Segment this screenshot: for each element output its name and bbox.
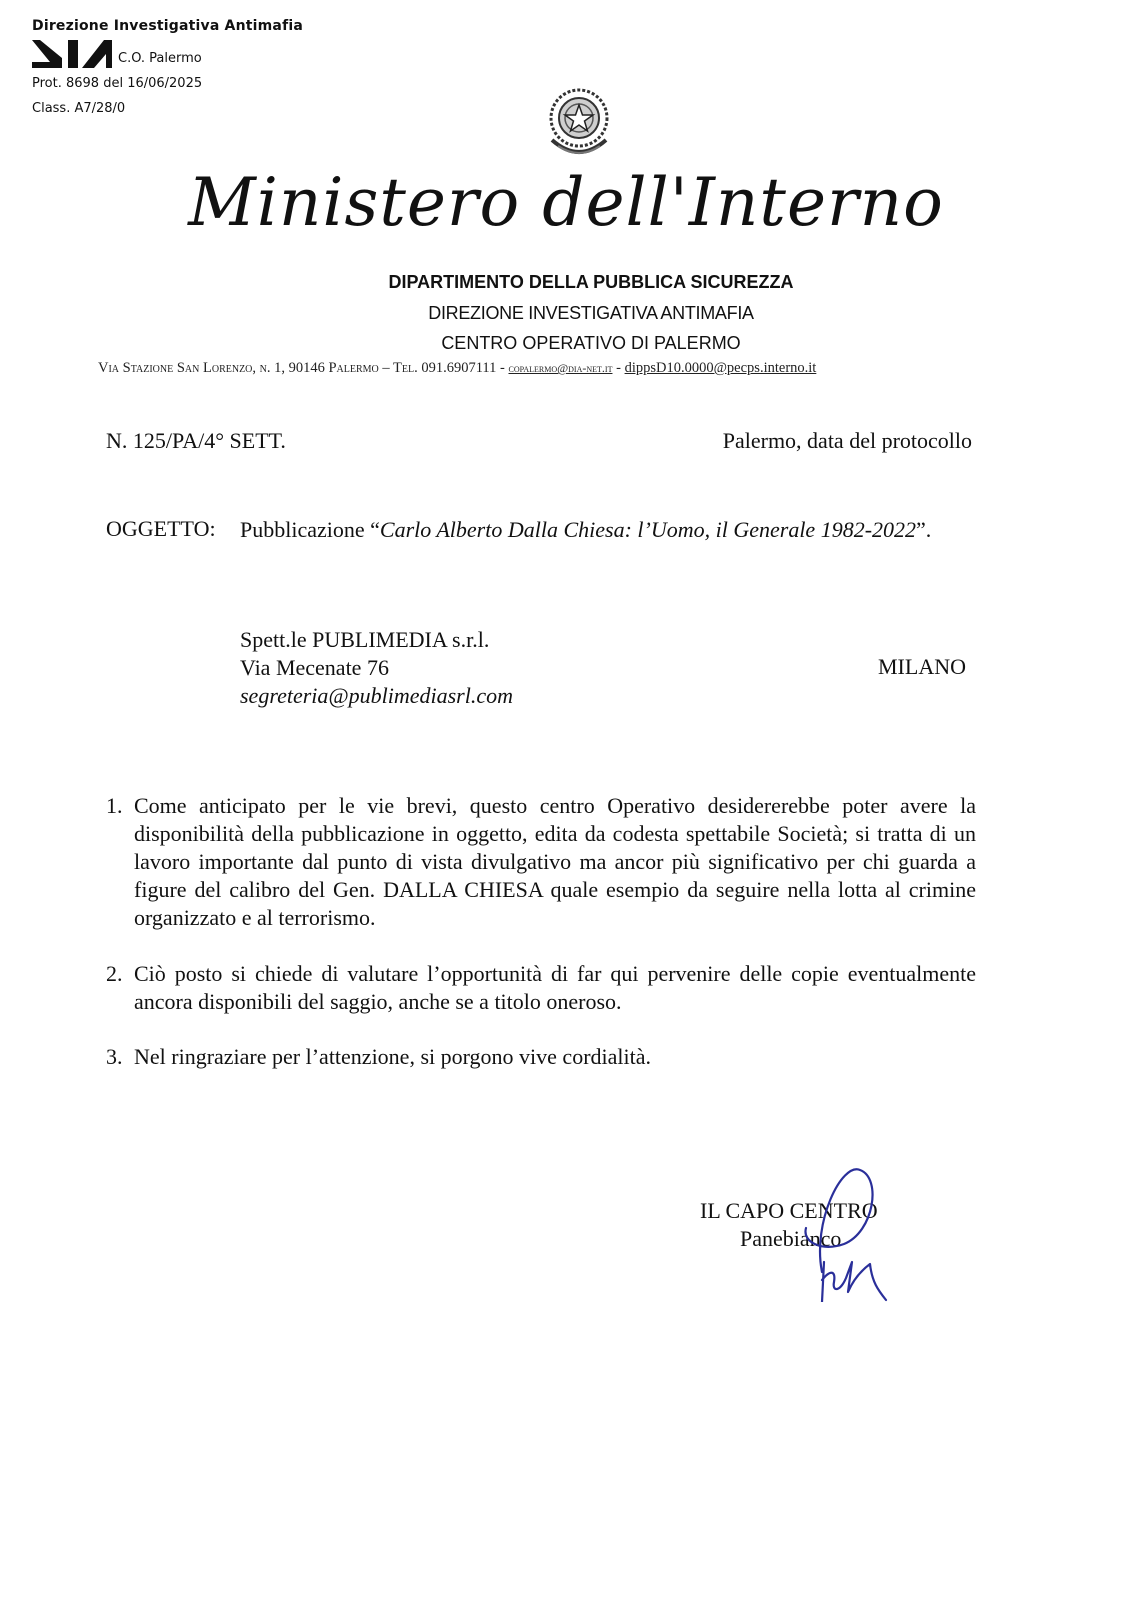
office-address: Via Stazione San Lorenzo, n. 1, 90146 Palermo – Tel. 091.6907111 - <box>98 360 509 376</box>
addressee-street: Via Mecenate 76 <box>240 655 389 680</box>
subject-text <box>240 516 976 544</box>
stamp-office: C.O. Palermo <box>118 51 202 66</box>
addressee-city: MILANO <box>878 654 966 679</box>
addressee-name: Spett.le PUBLIMEDIA s.r.l. <box>240 627 490 652</box>
paragraph-text: Ciò posto si chiede di valutare l’opportunità di far qui pervenire delle copie eventualmente ancora disponibili del saggio, anche se a titolo oneroso. <box>134 961 976 1014</box>
paragraph-number: 1. <box>106 793 123 818</box>
addressee-email[interactable]: segreteria@publimediasrl.com <box>240 683 514 708</box>
place-date: Palermo, data del protocollo <box>722 428 972 453</box>
directorate-name: DIREZIONE INVESTIGATIVA ANTIMAFIA <box>428 303 754 323</box>
address-line <box>98 360 998 377</box>
paragraph-1 <box>106 792 976 932</box>
signatory-name: Panebianco <box>740 1226 842 1251</box>
paragraph-text: Nel ringraziare per l’attenzione, si porgono vive cordialità. <box>134 1044 651 1069</box>
republic-emblem-icon <box>538 80 620 166</box>
ministry-title: Ministero dell'Interno <box>188 164 944 241</box>
office-email-link[interactable]: copalermo@dia-net.it <box>508 361 613 375</box>
dia-logo-icon <box>32 40 112 68</box>
centre-name: CENTRO OPERATIVO DI PALERMO <box>441 333 741 353</box>
subject-title: Carlo Alberto Dalla Chiesa: l’Uomo, il Generale 1982-2022 <box>379 517 917 542</box>
stamp-classification: Class. A7/28/0 <box>32 101 126 116</box>
subject-label: OGGETTO: <box>106 516 216 541</box>
stamp-organization: Direzione Investigativa Antimafia <box>32 18 304 34</box>
signature-title: IL CAPO CENTRO <box>700 1198 878 1223</box>
handwritten-signature <box>782 1152 902 1302</box>
addressee-block <box>240 626 513 710</box>
paragraph-2 <box>106 960 976 1016</box>
protocol-stamp <box>32 18 303 116</box>
subject-suffix: ”. <box>916 517 932 542</box>
stamp-protocol: Prot. 8698 del 16/06/2025 <box>32 76 203 91</box>
subject-prefix: Pubblicazione “ <box>240 517 380 542</box>
department-name: DIPARTIMENTO DELLA PUBBLICA SICUREZZA <box>388 272 794 292</box>
reference-number: N. 125/PA/4° SETT. <box>106 428 286 453</box>
paragraph-number: 3. <box>106 1044 123 1069</box>
paragraph-3 <box>106 1043 976 1071</box>
paragraph-number: 2. <box>106 961 123 986</box>
paragraph-text: Come anticipato per le vie brevi, questo centro Operativo desidererebbe poter avere la disponibilità della pubblicazione in oggetto, edita da codesta spettabile Società; si tratta di un lavoro importante dal punto di vista divulgativo ma ancor più significativo per chi guarda a figure del calibro del Gen. DALLA CHIESA quale esempio da seguire nella lotta al crimine organizzato e al terrorismo. <box>134 793 976 930</box>
office-pec-link[interactable]: dippsD10.0000@pecps.interno.it <box>624 360 817 376</box>
address-separator: - <box>612 360 625 376</box>
